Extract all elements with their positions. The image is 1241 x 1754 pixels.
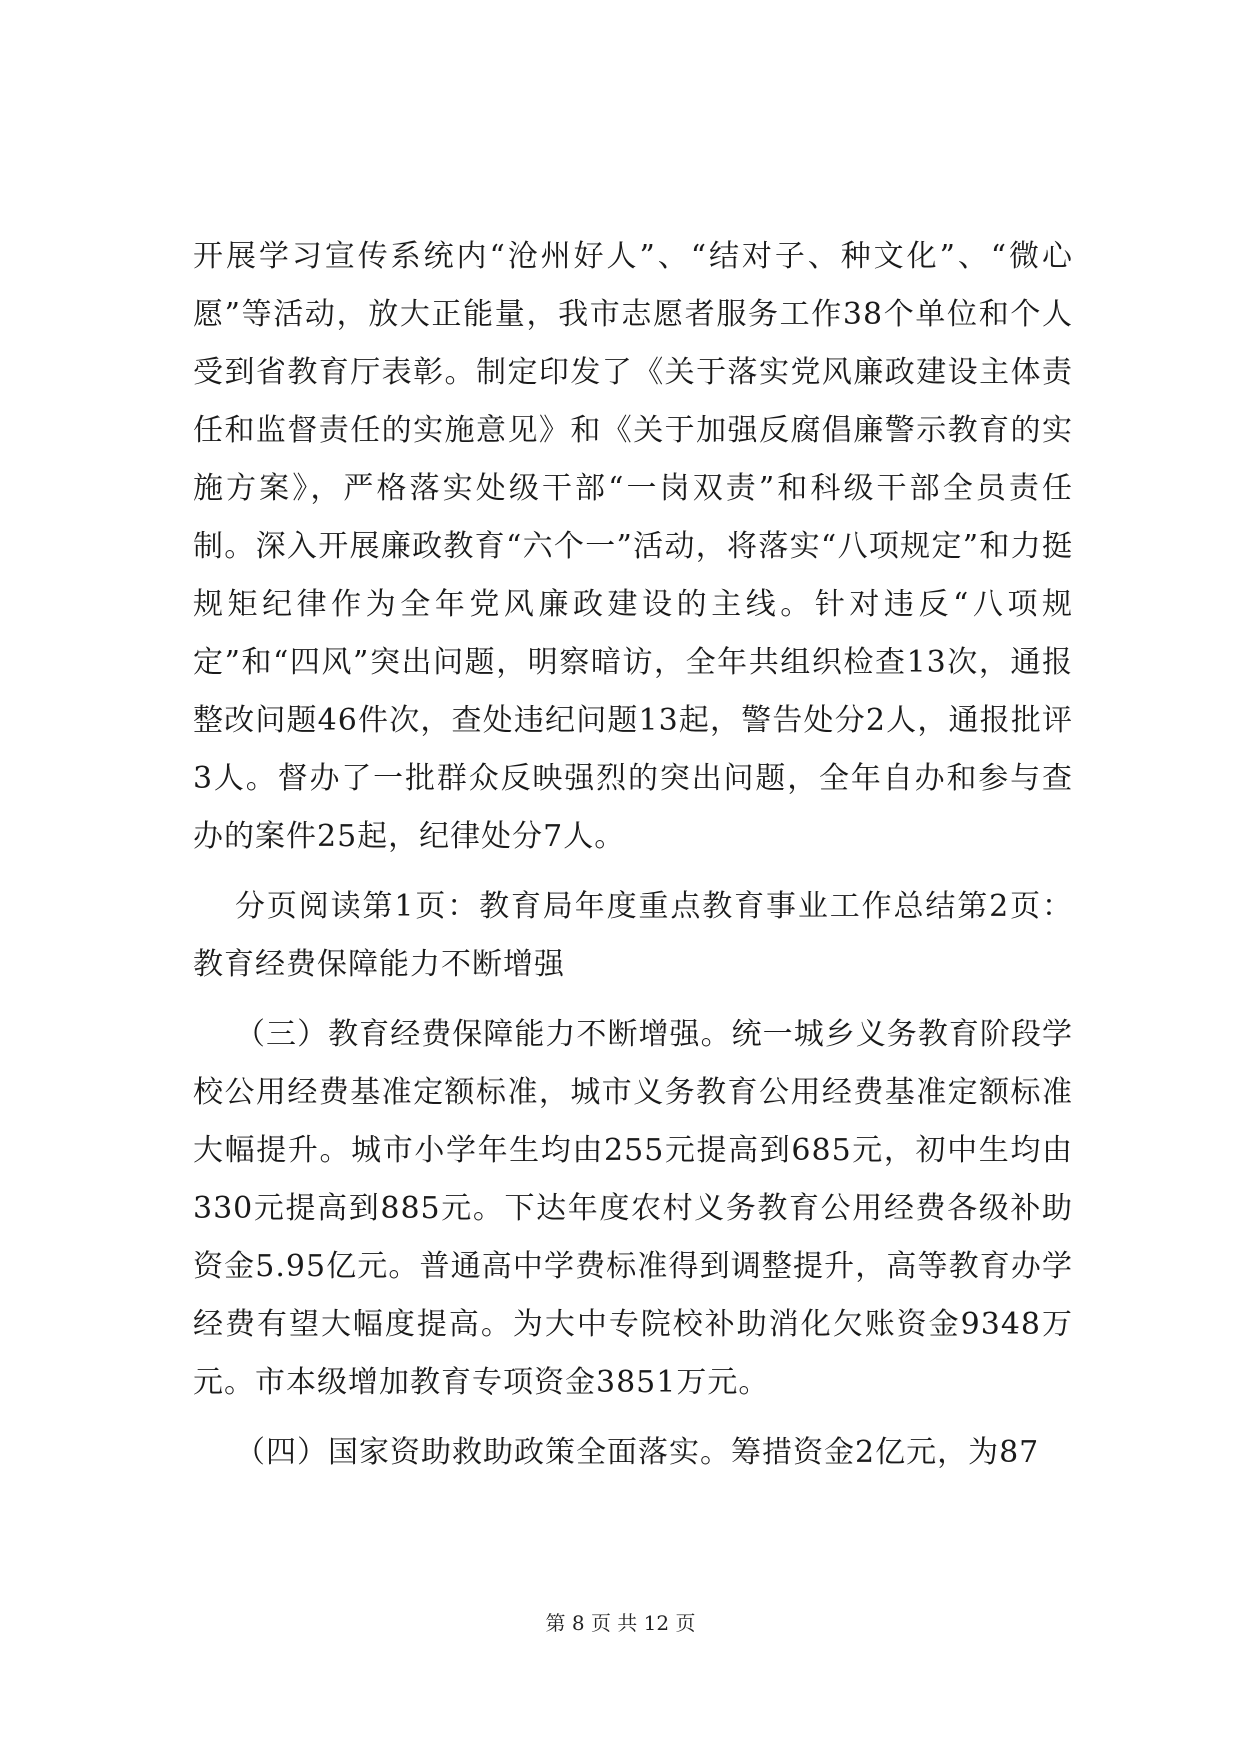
page-footer: 第 8 页 共 12 页 (545, 1611, 696, 1635)
paragraph-funding-guarantee: （三）教育经费保障能力不断增强。统一城乡义务教育阶段学校公用经费基准定额标准，城市义务教育公用经费基准定额标准大幅提升。城市小学年生均由255元提高到685元，初中生均由330元提高到885元。下达年度农村义务教育公用经费各级补助资金5.95亿元。普通高中学费标准得到调整提升，高等教育办学经费有望大幅度提高。为大中专院校补助消化欠账资金9348万元。市本级增加教育专项资金3851万元。 (193, 1017, 1073, 1400)
paragraph-discipline-work: 开展学习宣传系统内“沧州好人”、“结对子、种文化”、“微心愿”等活动，放大正能量，我市志愿者服务工作38个单位和个人受到省教育厅表彰。制定印发了《关于落实党风廉政建设主体责任和监督责任的实施意见》和《关于加强反腐倡廉警示教育的实施方案》，严格落实处级干部“一岗双责”和科级干部全员责任制。深入开展廉政教育“六个一”活动，将落实“八项规定”和力挺规矩纪律作为全年党风廉政建设的主线。针对违反“八项规定”和“四风”突出问题，明察暗访，全年共组织检查13次，通报整改问题46件次，查处违纪问题13起，警告处分2人，通报批评3人。督办了一批群众反映强烈的突出问题，全年自办和参与查办的案件25起，纪律处分7人。 (193, 239, 1073, 854)
document-body (193, 228, 1073, 1482)
paragraph-student-aid: （四）国家资助救助政策全面落实。筹措资金2亿元，为87 (235, 1435, 1040, 1470)
paragraph-pagination-note: 分页阅读第1页：教育局年度重点教育事业工作总结第2页：教育经费保障能力不断增强 (193, 889, 1073, 982)
